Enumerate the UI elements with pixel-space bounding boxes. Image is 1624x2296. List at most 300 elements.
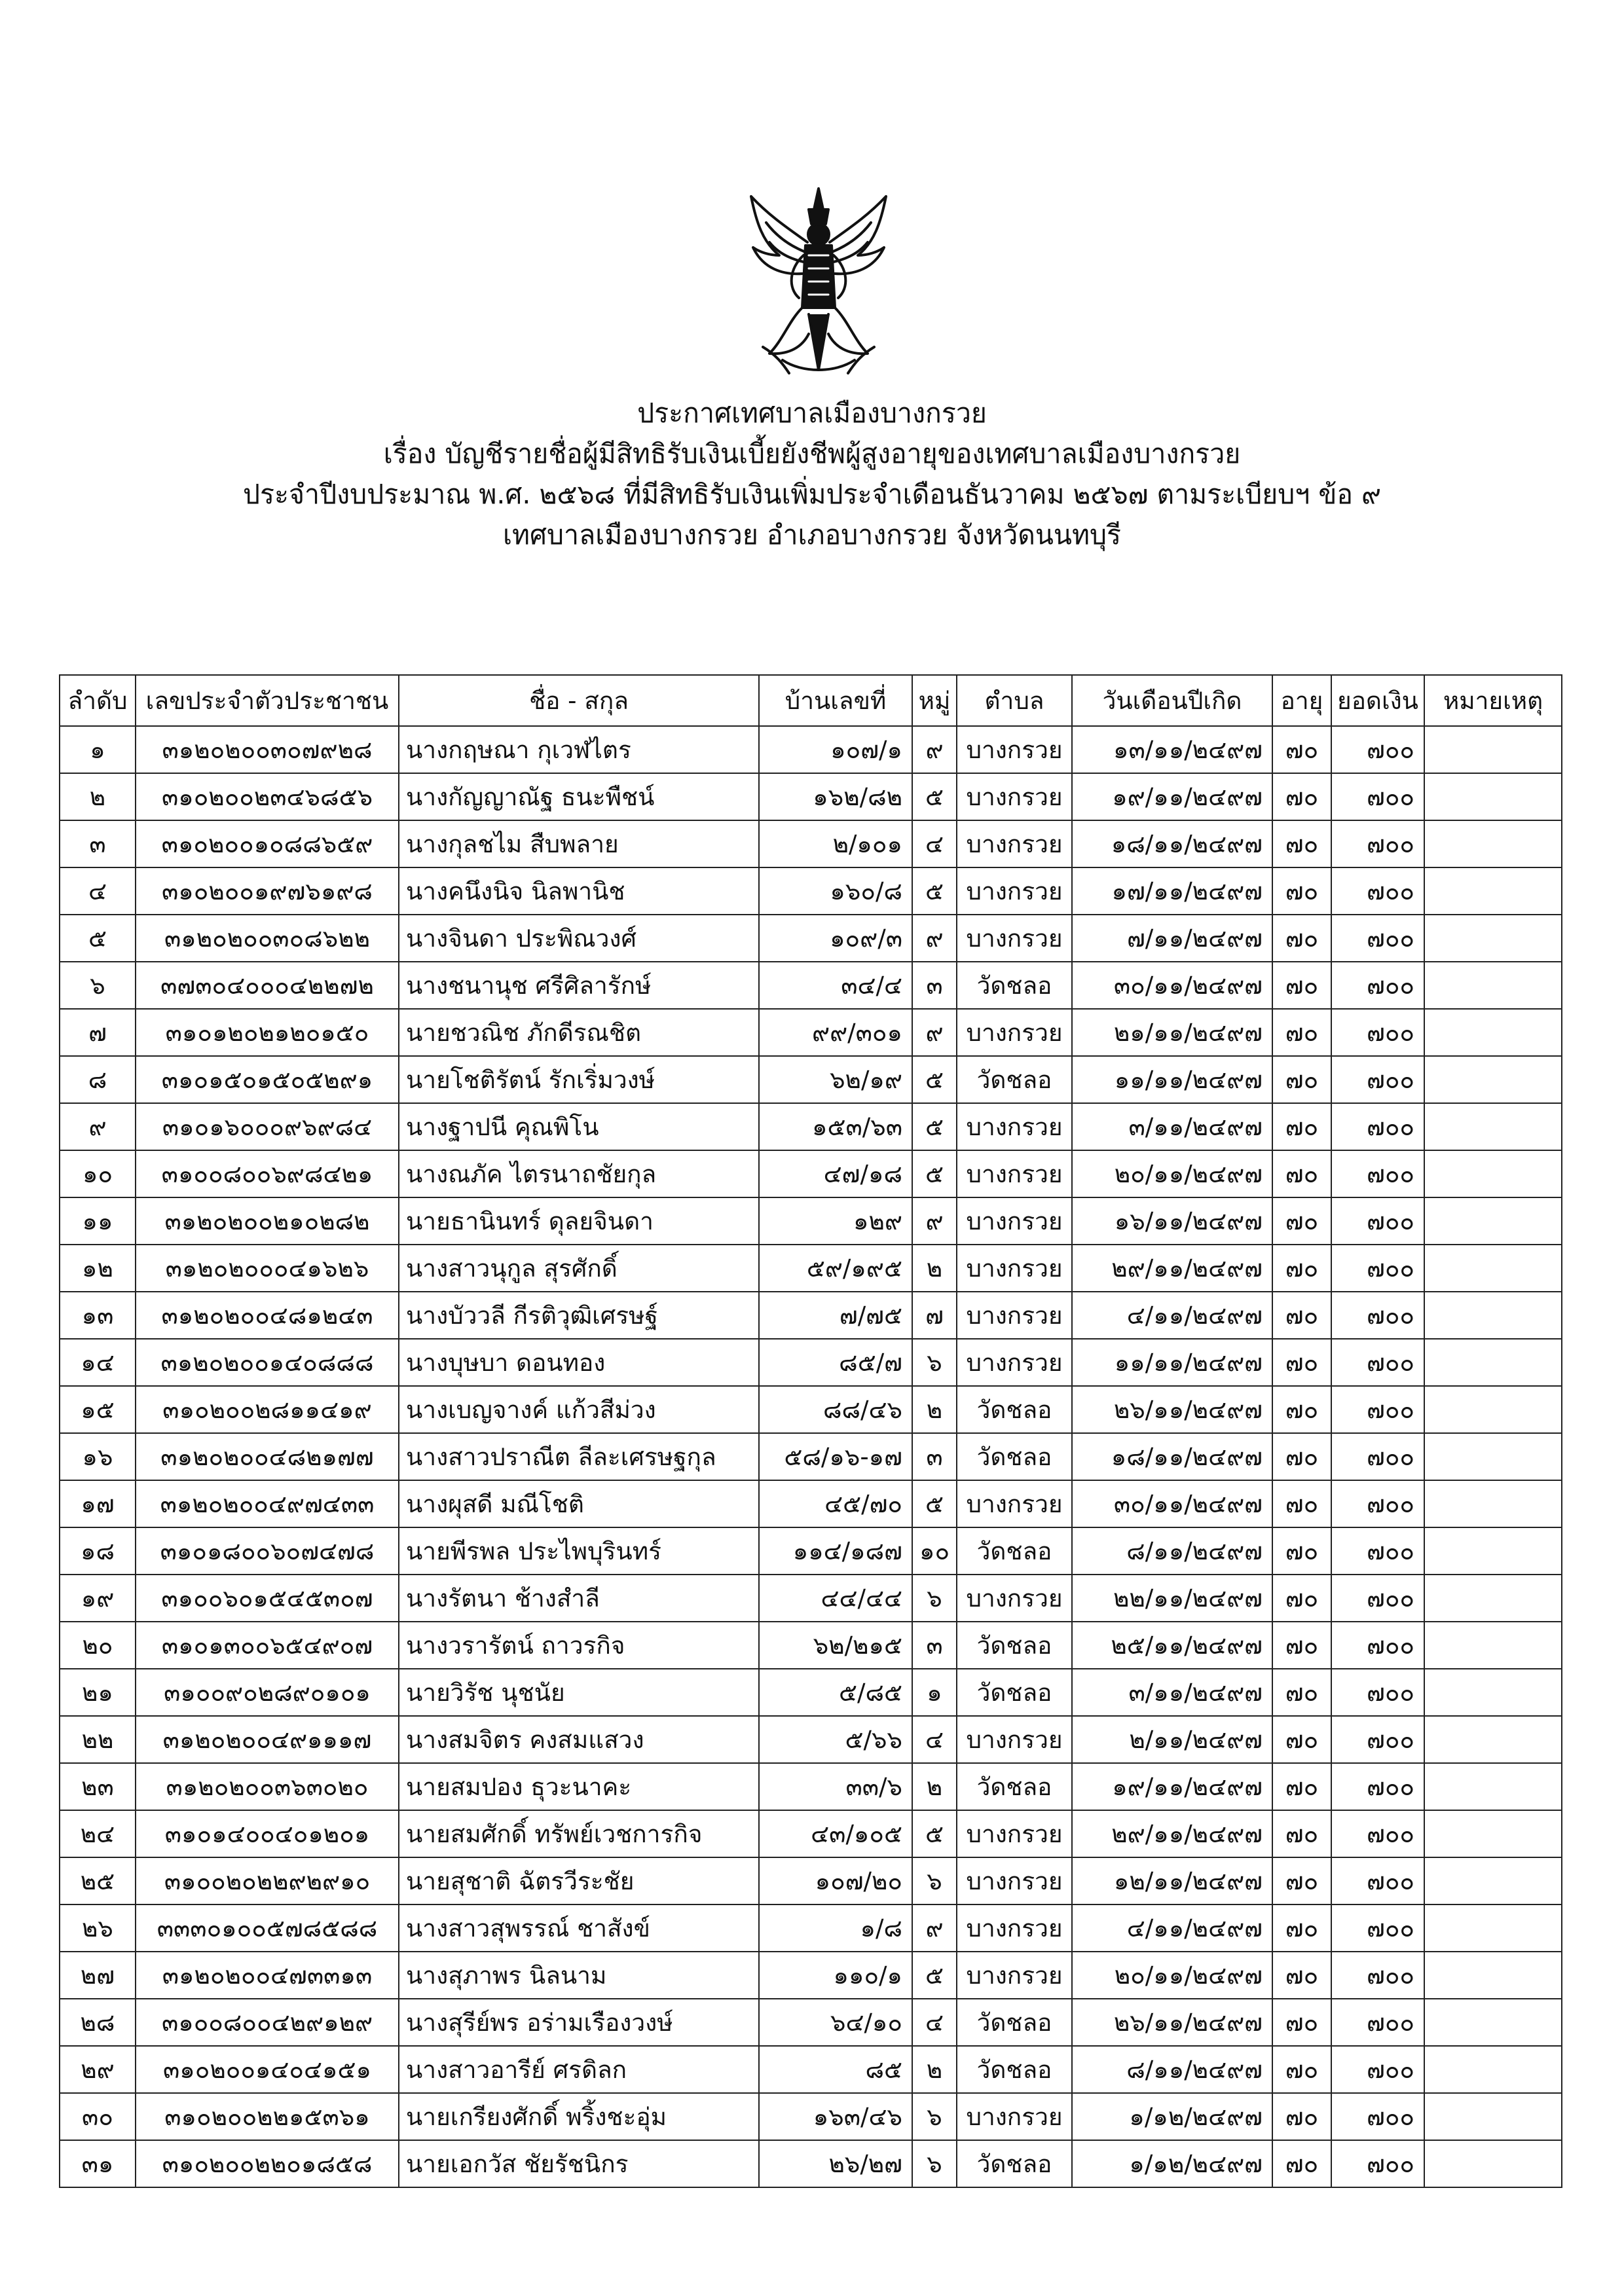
cell-remark xyxy=(1424,1009,1562,1056)
cell-house-no: ๔๗/๑๘ xyxy=(759,1150,912,1197)
cell-amount: ๗๐๐ xyxy=(1331,1857,1424,1904)
table-row xyxy=(60,2046,1562,2093)
cell-id: ๓๑๐๒๐๐๑๙๗๖๑๙๘ xyxy=(136,867,399,915)
cell-birthdate: ๒๙/๑๑/๒๔๙๗ xyxy=(1072,1810,1272,1857)
cell-moo: ๙ xyxy=(912,1009,957,1056)
table-row xyxy=(60,1292,1562,1339)
cell-moo: ๕ xyxy=(912,1810,957,1857)
cell-moo: ๓ xyxy=(912,1433,957,1480)
cell-name: นายธานินทร์ ดุลยจินดา xyxy=(399,1197,759,1245)
cell-house-no: ๔๓/๑๐๕ xyxy=(759,1810,912,1857)
cell-name: นางบุษบา ดอนทอง xyxy=(399,1339,759,1386)
cell-remark xyxy=(1424,1622,1562,1669)
table-row xyxy=(60,820,1562,867)
cell-amount: ๗๐๐ xyxy=(1331,1245,1424,1292)
cell-amount: ๗๐๐ xyxy=(1331,1056,1424,1103)
cell-remark xyxy=(1424,1904,1562,1952)
cell-birthdate: ๓/๑๑/๒๔๙๗ xyxy=(1072,1103,1272,1150)
cell-birthdate: ๑๑/๑๑/๒๔๙๗ xyxy=(1072,1056,1272,1103)
cell-amount: ๗๐๐ xyxy=(1331,1197,1424,1245)
cell-id: ๓๑๐๒๐๐๒๒๐๑๘๕๘ xyxy=(136,2140,399,2187)
cell-subdistrict: บางกรวย xyxy=(957,726,1072,773)
announcement-period: ประจำปีงบประมาณ พ.ศ. ๒๕๖๘ ที่มีสิทธิรับเงินเพิ่มประจำเดือนธันวาคม ๒๕๖๗ ตามระเบียบฯ ข้อ ๙ xyxy=(242,479,1382,510)
cell-moo: ๕ xyxy=(912,773,957,820)
cell-id: ๓๑๐๐๘๐๐๖๙๘๔๒๑ xyxy=(136,1150,399,1197)
cell-index: ๑๖ xyxy=(60,1433,136,1480)
cell-index: ๑๙ xyxy=(60,1575,136,1622)
cell-remark xyxy=(1424,1716,1562,1763)
cell-age: ๗๐ xyxy=(1272,1622,1331,1669)
cell-age: ๗๐ xyxy=(1272,773,1331,820)
cell-age: ๗๐ xyxy=(1272,1716,1331,1763)
cell-id: ๓๑๒๐๒๐๐๒๑๐๒๘๒ xyxy=(136,1197,399,1245)
cell-subdistrict: วัดชลอ xyxy=(957,1763,1072,1810)
cell-house-no: ๕/๘๕ xyxy=(759,1669,912,1716)
cell-index: ๔ xyxy=(60,867,136,915)
cell-amount: ๗๐๐ xyxy=(1331,2140,1424,2187)
cell-house-no: ๗/๗๕ xyxy=(759,1292,912,1339)
cell-amount: ๗๐๐ xyxy=(1331,867,1424,915)
cell-amount: ๗๐๐ xyxy=(1331,1904,1424,1952)
cell-name: นางวรารัตน์ ถาวรกิจ xyxy=(399,1622,759,1669)
cell-id: ๓๑๐๐๘๐๐๔๒๙๑๒๙ xyxy=(136,1999,399,2046)
table-row xyxy=(60,867,1562,915)
table-row xyxy=(60,2140,1562,2187)
cell-name: นางบัววลี กีรติวุฒิเศรษฐ์ xyxy=(399,1292,759,1339)
table-row xyxy=(60,1669,1562,1716)
cell-id: ๓๑๒๐๒๐๐๓๖๓๐๒๐ xyxy=(136,1763,399,1810)
table-row xyxy=(60,1857,1562,1904)
cell-age: ๗๐ xyxy=(1272,1480,1331,1527)
cell-amount: ๗๐๐ xyxy=(1331,1622,1424,1669)
table-header-row xyxy=(60,675,1562,726)
cell-moo: ๖ xyxy=(912,1857,957,1904)
cell-index: ๒๓ xyxy=(60,1763,136,1810)
cell-subdistrict: วัดชลอ xyxy=(957,1433,1072,1480)
cell-subdistrict: วัดชลอ xyxy=(957,1056,1072,1103)
cell-amount: ๗๐๐ xyxy=(1331,1716,1424,1763)
cell-moo: ๗ xyxy=(912,1292,957,1339)
cell-name: นางสุภาพร นิลนาม xyxy=(399,1952,759,1999)
table-row xyxy=(60,1716,1562,1763)
cell-subdistrict: บางกรวย xyxy=(957,1575,1072,1622)
cell-name: นางจินดา ประพิณวงศ์ xyxy=(399,915,759,962)
cell-id: ๓๑๐๑๘๐๐๖๐๗๔๗๘ xyxy=(136,1527,399,1575)
cell-name: นางชนานุช ศรีศิลารักษ์ xyxy=(399,962,759,1009)
cell-remark xyxy=(1424,1480,1562,1527)
cell-name: นางสุรีย์พร อร่ามเรืองวงษ์ xyxy=(399,1999,759,2046)
table-row xyxy=(60,726,1562,773)
cell-id: ๓๑๐๑๓๐๐๖๕๔๙๐๗ xyxy=(136,1622,399,1669)
cell-moo: ๕ xyxy=(912,867,957,915)
cell-age: ๗๐ xyxy=(1272,1999,1331,2046)
cell-amount: ๗๐๐ xyxy=(1331,1952,1424,1999)
cell-subdistrict: วัดชลอ xyxy=(957,1527,1072,1575)
cell-index: ๒๔ xyxy=(60,1810,136,1857)
table-row xyxy=(60,2093,1562,2140)
cell-house-no: ๑๐๙/๓ xyxy=(759,915,912,962)
announcement-subject: เรื่อง บัญชีรายชื่อผู้มีสิทธิรับเงินเบี้ยยังชีพผู้สูงอายุของเทศบาลเมืองบางกรวย xyxy=(383,438,1241,469)
cell-birthdate: ๒๐/๑๑/๒๔๙๗ xyxy=(1072,1150,1272,1197)
cell-remark xyxy=(1424,773,1562,820)
cell-amount: ๗๐๐ xyxy=(1331,2046,1424,2093)
cell-age: ๗๐ xyxy=(1272,1150,1331,1197)
cell-remark xyxy=(1424,2140,1562,2187)
cell-amount: ๗๐๐ xyxy=(1331,1810,1424,1857)
cell-age: ๗๐ xyxy=(1272,1386,1331,1433)
col-header-house-no: บ้านเลขที่ xyxy=(759,675,912,726)
cell-index: ๒ xyxy=(60,773,136,820)
table-row xyxy=(60,1056,1562,1103)
cell-index: ๒๘ xyxy=(60,1999,136,2046)
cell-age: ๗๐ xyxy=(1272,1904,1331,1952)
cell-amount: ๗๐๐ xyxy=(1331,1999,1424,2046)
cell-amount: ๗๐๐ xyxy=(1331,1763,1424,1810)
cell-birthdate: ๘/๑๑/๒๔๙๗ xyxy=(1072,1527,1272,1575)
cell-remark xyxy=(1424,1103,1562,1150)
cell-subdistrict: บางกรวย xyxy=(957,2093,1072,2140)
table-row xyxy=(60,962,1562,1009)
cell-moo: ๖ xyxy=(912,1339,957,1386)
cell-remark xyxy=(1424,1952,1562,1999)
cell-remark xyxy=(1424,1197,1562,1245)
col-header-moo: หมู่ xyxy=(912,675,957,726)
cell-amount: ๗๐๐ xyxy=(1331,1339,1424,1386)
cell-remark xyxy=(1424,1669,1562,1716)
cell-index: ๘ xyxy=(60,1056,136,1103)
cell-id: ๓๑๒๐๒๐๐๓๐๗๙๒๘ xyxy=(136,726,399,773)
cell-age: ๗๐ xyxy=(1272,2093,1331,2140)
cell-amount: ๗๐๐ xyxy=(1331,820,1424,867)
cell-house-no: ๔๕/๗๐ xyxy=(759,1480,912,1527)
table-row xyxy=(60,1527,1562,1575)
cell-id: ๓๑๒๐๒๐๐๔๙๑๑๑๗ xyxy=(136,1716,399,1763)
cell-moo: ๔ xyxy=(912,820,957,867)
cell-moo: ๖ xyxy=(912,1575,957,1622)
cell-moo: ๑๐ xyxy=(912,1527,957,1575)
cell-name: นายวิรัช นุชนัย xyxy=(399,1669,759,1716)
cell-id: ๓๑๐๐๒๐๒๒๙๒๙๑๐ xyxy=(136,1857,399,1904)
cell-amount: ๗๐๐ xyxy=(1331,1009,1424,1056)
beneficiary-table xyxy=(59,674,1562,2188)
cell-name: นางผุสดี มณีโชติ xyxy=(399,1480,759,1527)
cell-birthdate: ๒/๑๑/๒๔๙๗ xyxy=(1072,1716,1272,1763)
cell-house-no: ๑๒๙ xyxy=(759,1197,912,1245)
cell-index: ๒๙ xyxy=(60,2046,136,2093)
cell-id: ๓๑๐๑๔๐๐๔๐๑๒๐๑ xyxy=(136,1810,399,1857)
cell-remark xyxy=(1424,1056,1562,1103)
cell-remark xyxy=(1424,1245,1562,1292)
table-row xyxy=(60,1433,1562,1480)
cell-house-no: ๑/๘ xyxy=(759,1904,912,1952)
cell-birthdate: ๑๙/๑๑/๒๔๙๗ xyxy=(1072,1763,1272,1810)
cell-amount: ๗๐๐ xyxy=(1331,915,1424,962)
announcement-header xyxy=(0,393,1624,555)
cell-age: ๗๐ xyxy=(1272,1197,1331,1245)
cell-subdistrict: บางกรวย xyxy=(957,1952,1072,1999)
cell-subdistrict: บางกรวย xyxy=(957,1245,1072,1292)
cell-remark xyxy=(1424,1339,1562,1386)
cell-house-no: ๑๖๒/๘๒ xyxy=(759,773,912,820)
cell-index: ๒๐ xyxy=(60,1622,136,1669)
cell-age: ๗๐ xyxy=(1272,1575,1331,1622)
cell-remark xyxy=(1424,1433,1562,1480)
cell-index: ๙ xyxy=(60,1103,136,1150)
cell-index: ๑๑ xyxy=(60,1197,136,1245)
cell-moo: ๕ xyxy=(912,1150,957,1197)
cell-moo: ๕ xyxy=(912,1480,957,1527)
cell-house-no: ๕๙/๑๙๕ xyxy=(759,1245,912,1292)
cell-name: นางกุลชไม สืบพลาย xyxy=(399,820,759,867)
cell-age: ๗๐ xyxy=(1272,1339,1331,1386)
cell-birthdate: ๒๑/๑๑/๒๔๙๗ xyxy=(1072,1009,1272,1056)
cell-subdistrict: วัดชลอ xyxy=(957,1622,1072,1669)
table-row xyxy=(60,1245,1562,1292)
cell-age: ๗๐ xyxy=(1272,1669,1331,1716)
cell-subdistrict: บางกรวย xyxy=(957,1904,1072,1952)
table-row xyxy=(60,1952,1562,1999)
cell-name: นางสาวสุพรรณ์ ชาสังข์ xyxy=(399,1904,759,1952)
table-row xyxy=(60,1009,1562,1056)
cell-house-no: ๕๘/๑๖-๑๗ xyxy=(759,1433,912,1480)
cell-index: ๓๑ xyxy=(60,2140,136,2187)
table-row xyxy=(60,1103,1562,1150)
cell-house-no: ๑๐๗/๒๐ xyxy=(759,1857,912,1904)
cell-index: ๖ xyxy=(60,962,136,1009)
cell-moo: ๔ xyxy=(912,1999,957,2046)
cell-birthdate: ๓๐/๑๑/๒๔๙๗ xyxy=(1072,1480,1272,1527)
cell-amount: ๗๐๐ xyxy=(1331,1103,1424,1150)
cell-amount: ๗๐๐ xyxy=(1331,1669,1424,1716)
table-row xyxy=(60,1622,1562,1669)
cell-index: ๒๒ xyxy=(60,1716,136,1763)
cell-id: ๓๑๐๒๐๐๒๒๑๕๓๖๑ xyxy=(136,2093,399,2140)
table-row xyxy=(60,1197,1562,1245)
cell-subdistrict: บางกรวย xyxy=(957,1339,1072,1386)
cell-subdistrict: วัดชลอ xyxy=(957,2046,1072,2093)
cell-birthdate: ๓/๑๑/๒๔๙๗ xyxy=(1072,1669,1272,1716)
cell-amount: ๗๐๐ xyxy=(1331,1480,1424,1527)
cell-id: ๓๓๓๐๑๐๐๕๗๘๕๘๘ xyxy=(136,1904,399,1952)
cell-house-no: ๕/๖๖ xyxy=(759,1716,912,1763)
cell-index: ๒๑ xyxy=(60,1669,136,1716)
cell-age: ๗๐ xyxy=(1272,2140,1331,2187)
cell-house-no: ๑๖๓/๔๖ xyxy=(759,2093,912,2140)
cell-house-no: ๖๔/๑๐ xyxy=(759,1999,912,2046)
table-row xyxy=(60,1150,1562,1197)
cell-age: ๗๐ xyxy=(1272,1810,1331,1857)
table-row xyxy=(60,915,1562,962)
cell-index: ๓๐ xyxy=(60,2093,136,2140)
cell-subdistrict: บางกรวย xyxy=(957,820,1072,867)
cell-index: ๑ xyxy=(60,726,136,773)
cell-remark xyxy=(1424,1763,1562,1810)
cell-amount: ๗๐๐ xyxy=(1331,1386,1424,1433)
table-row xyxy=(60,1810,1562,1857)
cell-house-no: ๘๘/๔๖ xyxy=(759,1386,912,1433)
col-header-remark: หมายเหตุ xyxy=(1424,675,1562,726)
cell-amount: ๗๐๐ xyxy=(1331,1527,1424,1575)
cell-id: ๓๑๐๒๐๐๒๓๔๖๘๕๖ xyxy=(136,773,399,820)
cell-index: ๑๒ xyxy=(60,1245,136,1292)
cell-name: นายสมศักดิ์ ทรัพย์เวชการกิจ xyxy=(399,1810,759,1857)
cell-moo: ๖ xyxy=(912,2140,957,2187)
cell-subdistrict: บางกรวย xyxy=(957,1150,1072,1197)
cell-moo: ๙ xyxy=(912,1904,957,1952)
cell-name: นางรัตนา ช้างสำลี xyxy=(399,1575,759,1622)
cell-name: นางสาวอารีย์ ศรดิลก xyxy=(399,2046,759,2093)
cell-moo: ๑ xyxy=(912,1669,957,1716)
cell-id: ๓๑๒๐๒๐๐๔๘๑๒๔๓ xyxy=(136,1292,399,1339)
col-header-name: ชื่อ - สกุล xyxy=(399,675,759,726)
cell-moo: ๒ xyxy=(912,1245,957,1292)
cell-subdistrict: บางกรวย xyxy=(957,1810,1072,1857)
cell-subdistrict: บางกรวย xyxy=(957,1009,1072,1056)
cell-house-no: ๓๓/๖ xyxy=(759,1763,912,1810)
cell-name: นางกัญญาณัฐ ธนะพืชน์ xyxy=(399,773,759,820)
col-header-subdistrict: ตำบล xyxy=(957,675,1072,726)
garuda-emblem-icon xyxy=(743,183,894,380)
cell-moo: ๖ xyxy=(912,2093,957,2140)
cell-name: นายเอกวัส ชัยรัชนิกร xyxy=(399,2140,759,2187)
cell-house-no: ๖๒/๒๑๕ xyxy=(759,1622,912,1669)
cell-id: ๓๗๓๐๔๐๐๐๔๒๒๗๒ xyxy=(136,962,399,1009)
col-header-id: เลขประจำตัวประชาชน xyxy=(136,675,399,726)
cell-remark xyxy=(1424,915,1562,962)
cell-subdistrict: วัดชลอ xyxy=(957,2140,1072,2187)
cell-birthdate: ๒๖/๑๑/๒๔๙๗ xyxy=(1072,1386,1272,1433)
cell-subdistrict: บางกรวย xyxy=(957,1857,1072,1904)
cell-birthdate: ๑๑/๑๑/๒๔๙๗ xyxy=(1072,1339,1272,1386)
cell-subdistrict: บางกรวย xyxy=(957,773,1072,820)
cell-moo: ๙ xyxy=(912,1197,957,1245)
cell-subdistrict: วัดชลอ xyxy=(957,1669,1072,1716)
cell-house-no: ๒/๑๐๑ xyxy=(759,820,912,867)
cell-birthdate: ๒๐/๑๑/๒๔๙๗ xyxy=(1072,1952,1272,1999)
cell-subdistrict: วัดชลอ xyxy=(957,1386,1072,1433)
cell-age: ๗๐ xyxy=(1272,1952,1331,1999)
cell-index: ๑๓ xyxy=(60,1292,136,1339)
table-row xyxy=(60,1575,1562,1622)
cell-name: นางเบญจางค์ แก้วสีม่วง xyxy=(399,1386,759,1433)
cell-birthdate: ๑๗/๑๑/๒๔๙๗ xyxy=(1072,867,1272,915)
cell-moo: ๒ xyxy=(912,2046,957,2093)
cell-id: ๓๑๒๐๒๐๐๔๘๒๑๗๗ xyxy=(136,1433,399,1480)
cell-id: ๓๑๐๒๐๐๒๘๑๑๔๑๙ xyxy=(136,1386,399,1433)
table-row xyxy=(60,1904,1562,1952)
cell-birthdate: ๑๙/๑๑/๒๔๙๗ xyxy=(1072,773,1272,820)
cell-id: ๓๑๐๒๐๐๑๐๘๘๖๕๙ xyxy=(136,820,399,867)
cell-birthdate: ๒๕/๑๑/๒๔๙๗ xyxy=(1072,1622,1272,1669)
cell-subdistrict: บางกรวย xyxy=(957,867,1072,915)
cell-birthdate: ๔/๑๑/๒๔๙๗ xyxy=(1072,1292,1272,1339)
cell-index: ๒๕ xyxy=(60,1857,136,1904)
cell-house-no: ๑๑๔/๑๘๗ xyxy=(759,1527,912,1575)
cell-age: ๗๐ xyxy=(1272,1009,1331,1056)
cell-id: ๓๑๒๐๒๐๐๑๔๐๘๘๘ xyxy=(136,1339,399,1386)
col-header-amount: ยอดเงิน xyxy=(1331,675,1424,726)
cell-house-no: ๙๙/๓๐๑ xyxy=(759,1009,912,1056)
cell-moo: ๕ xyxy=(912,1103,957,1150)
cell-subdistrict: บางกรวย xyxy=(957,1480,1072,1527)
cell-amount: ๗๐๐ xyxy=(1331,1292,1424,1339)
cell-remark xyxy=(1424,1150,1562,1197)
cell-moo: ๓ xyxy=(912,962,957,1009)
cell-moo: ๓ xyxy=(912,1622,957,1669)
cell-name: นางกฤษณา กุเวฬไตร xyxy=(399,726,759,773)
cell-age: ๗๐ xyxy=(1272,1857,1331,1904)
cell-birthdate: ๑/๑๒/๒๔๙๗ xyxy=(1072,2140,1272,2187)
cell-age: ๗๐ xyxy=(1272,1056,1331,1103)
cell-moo: ๒ xyxy=(912,1386,957,1433)
cell-subdistrict: บางกรวย xyxy=(957,1292,1072,1339)
cell-index: ๑๔ xyxy=(60,1339,136,1386)
cell-age: ๗๐ xyxy=(1272,867,1331,915)
cell-subdistrict: บางกรวย xyxy=(957,1197,1072,1245)
cell-remark xyxy=(1424,1292,1562,1339)
cell-house-no: ๘๕/๗ xyxy=(759,1339,912,1386)
cell-remark xyxy=(1424,1857,1562,1904)
cell-index: ๑๕ xyxy=(60,1386,136,1433)
cell-subdistrict: วัดชลอ xyxy=(957,962,1072,1009)
cell-birthdate: ๑๘/๑๑/๒๔๙๗ xyxy=(1072,1433,1272,1480)
cell-age: ๗๐ xyxy=(1272,962,1331,1009)
cell-amount: ๗๐๐ xyxy=(1331,1575,1424,1622)
table-row xyxy=(60,773,1562,820)
cell-house-no: ๑๐๗/๑ xyxy=(759,726,912,773)
cell-birthdate: ๘/๑๑/๒๔๙๗ xyxy=(1072,2046,1272,2093)
cell-id: ๓๑๐๐๙๐๒๘๙๐๑๐๑ xyxy=(136,1669,399,1716)
cell-subdistrict: บางกรวย xyxy=(957,915,1072,962)
cell-remark xyxy=(1424,1386,1562,1433)
cell-remark xyxy=(1424,2046,1562,2093)
cell-amount: ๗๐๐ xyxy=(1331,1150,1424,1197)
table-row xyxy=(60,1999,1562,2046)
cell-amount: ๗๐๐ xyxy=(1331,726,1424,773)
cell-subdistrict: บางกรวย xyxy=(957,1716,1072,1763)
cell-id: ๓๑๐๑๒๐๒๑๒๐๑๕๐ xyxy=(136,1009,399,1056)
table-row xyxy=(60,1386,1562,1433)
cell-remark xyxy=(1424,1527,1562,1575)
cell-subdistrict: บางกรวย xyxy=(957,1103,1072,1150)
cell-house-no: ๒๖/๒๗ xyxy=(759,2140,912,2187)
col-header-birthdate: วันเดือนปีเกิด xyxy=(1072,675,1272,726)
cell-amount: ๗๐๐ xyxy=(1331,773,1424,820)
cell-name: นางสมจิตร คงสมแสวง xyxy=(399,1716,759,1763)
cell-age: ๗๐ xyxy=(1272,1292,1331,1339)
cell-house-no: ๔๔/๔๔ xyxy=(759,1575,912,1622)
cell-id: ๓๑๒๐๒๐๐๐๔๑๖๒๖ xyxy=(136,1245,399,1292)
cell-moo: ๕ xyxy=(912,1056,957,1103)
cell-index: ๕ xyxy=(60,915,136,962)
cell-birthdate: ๑/๑๒/๒๔๙๗ xyxy=(1072,2093,1272,2140)
cell-name: นายสุชาติ ฉัตรวีระชัย xyxy=(399,1857,759,1904)
cell-index: ๑๘ xyxy=(60,1527,136,1575)
cell-birthdate: ๒๖/๑๑/๒๔๙๗ xyxy=(1072,1999,1272,2046)
cell-name: นางสาวนุกูล สุรศักดิ์ xyxy=(399,1245,759,1292)
cell-house-no: ๑๖๐/๘ xyxy=(759,867,912,915)
cell-age: ๗๐ xyxy=(1272,820,1331,867)
cell-age: ๗๐ xyxy=(1272,915,1331,962)
cell-index: ๓ xyxy=(60,820,136,867)
cell-id: ๓๑๒๐๒๐๐๔๙๗๔๓๓ xyxy=(136,1480,399,1527)
cell-index: ๑๐ xyxy=(60,1150,136,1197)
cell-birthdate: ๑๒/๑๑/๒๔๙๗ xyxy=(1072,1857,1272,1904)
cell-amount: ๗๐๐ xyxy=(1331,1433,1424,1480)
cell-index: ๗ xyxy=(60,1009,136,1056)
cell-house-no: ๘๕ xyxy=(759,2046,912,2093)
cell-age: ๗๐ xyxy=(1272,1433,1331,1480)
